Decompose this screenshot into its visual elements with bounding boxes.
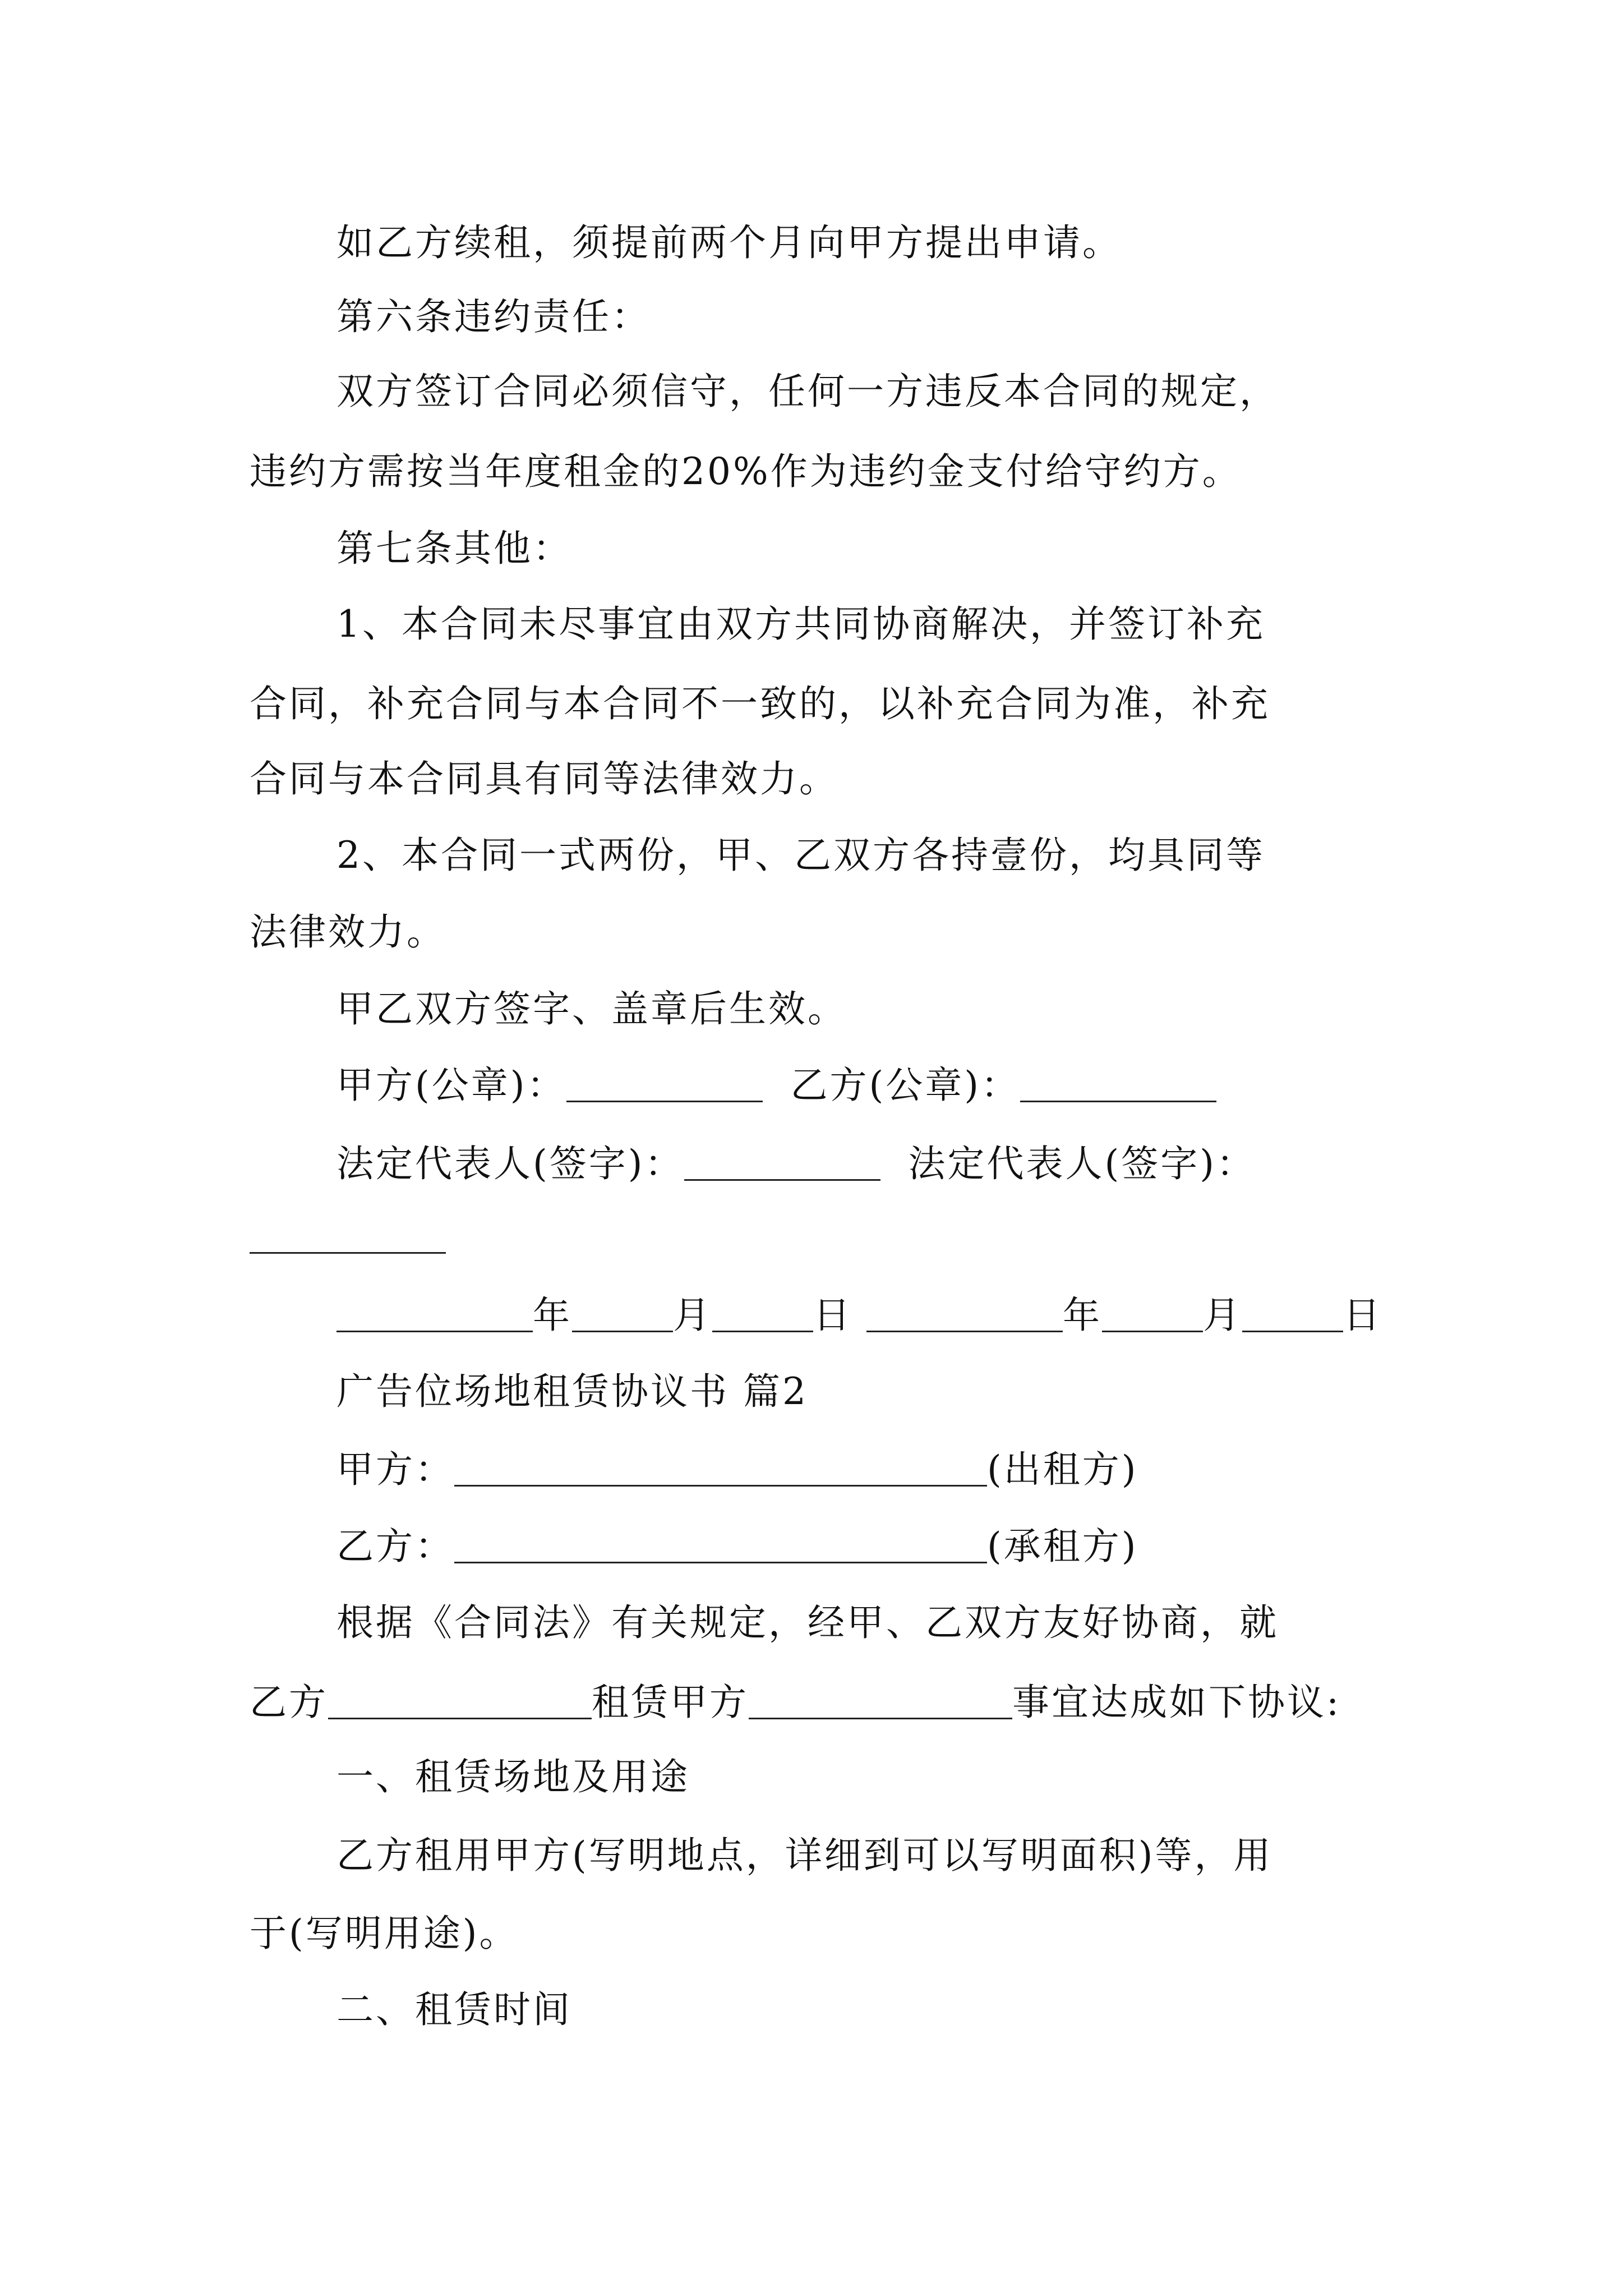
effective-clause: 甲乙双方签字、盖章后生效。 bbox=[336, 987, 847, 1030]
party-a-seal-blank bbox=[566, 1066, 763, 1102]
date-b-month-blank bbox=[1102, 1296, 1203, 1332]
date-line bbox=[336, 1294, 1481, 1337]
party-b-name-blank bbox=[454, 1527, 987, 1563]
date-a-day-blank bbox=[712, 1296, 813, 1332]
date-a-year-unit: 年 bbox=[533, 1294, 572, 1337]
intro-part-2: 租赁甲方 bbox=[592, 1681, 749, 1724]
date-a-year-blank bbox=[336, 1296, 533, 1332]
party-b-role: (承租方) bbox=[987, 1525, 1138, 1568]
date-b-day-blank bbox=[1242, 1296, 1343, 1332]
heading-lease-term: 二、租赁时间 bbox=[336, 1988, 572, 2031]
date-b-month-unit: 月 bbox=[1202, 1294, 1242, 1337]
date-a-month-blank bbox=[572, 1296, 673, 1332]
intro-line-1: 根据《合同法》有关规定，经甲、乙双方友好协商，就 bbox=[336, 1601, 1279, 1644]
paragraph-renewal: 如乙方续租，须提前两个月向甲方提出申请。 bbox=[336, 221, 1122, 264]
date-b-year-blank bbox=[866, 1296, 1063, 1332]
intro-blank-1 bbox=[328, 1683, 592, 1719]
date-b-year-unit: 年 bbox=[1062, 1294, 1102, 1337]
party-a-role: (出租方) bbox=[987, 1448, 1138, 1491]
intro-line-2 bbox=[250, 1681, 1394, 1724]
party-b-line bbox=[336, 1525, 1481, 1568]
heading-lease-site: 一、租赁场地及用途 bbox=[336, 1755, 690, 1798]
paragraph-breach-line-1: 双方签订合同必须信守，任何一方违反本合同的规定， bbox=[336, 370, 1279, 413]
party-b-label: 乙方： bbox=[336, 1525, 454, 1568]
heading-article-7: 第七条其他： bbox=[336, 527, 572, 570]
party-b-seal-label: 乙方(公章)： bbox=[790, 1064, 1020, 1107]
intro-blank-2 bbox=[749, 1683, 1012, 1719]
paragraph-breach-line-2: 违约方需按当年度租金的20%作为违约金支付给守约方。 bbox=[250, 450, 1242, 493]
clause-2-line-2: 法律效力。 bbox=[250, 910, 446, 954]
clause-1-line-2: 合同，补充合同与本合同不一致的，以补充合同为准，补充 bbox=[250, 682, 1270, 725]
party-b-seal-blank bbox=[1020, 1066, 1216, 1102]
party-a-line bbox=[336, 1448, 1481, 1491]
intro-part-3: 事宜达成如下协议: bbox=[1012, 1681, 1341, 1724]
rep-b-blank bbox=[250, 1252, 446, 1254]
representative-line bbox=[336, 1142, 1481, 1185]
clause-2-line-1: 2、本合同一式两份，甲、乙双方各持壹份，均具同等 bbox=[336, 834, 1265, 877]
clause-1-line-1: 1、本合同未尽事宜由双方共同协商解决，并签订补充 bbox=[336, 602, 1265, 646]
seal-line bbox=[336, 1064, 1481, 1107]
date-a-day-unit: 日 bbox=[813, 1294, 852, 1337]
party-a-seal-label: 甲方(公章)： bbox=[336, 1064, 566, 1107]
date-b-day-unit: 日 bbox=[1343, 1294, 1382, 1337]
intro-part-1: 乙方 bbox=[250, 1681, 328, 1724]
heading-article-6: 第六条违约责任： bbox=[336, 295, 651, 338]
rep-b-label: 法定代表人(签字)： bbox=[908, 1142, 1256, 1185]
rep-a-label: 法定代表人(签字)： bbox=[336, 1142, 684, 1185]
party-a-name-blank bbox=[454, 1450, 987, 1487]
section-2-title: 广告位场地租赁协议书 篇2 bbox=[336, 1370, 808, 1413]
date-a-month-unit: 月 bbox=[673, 1294, 712, 1337]
clause-1-line-3: 合同与本合同具有同等法律效力。 bbox=[250, 757, 838, 800]
rep-a-blank bbox=[684, 1144, 880, 1181]
lease-site-line-2: 于(写明用途)。 bbox=[250, 1912, 519, 1955]
party-a-label: 甲方： bbox=[336, 1448, 454, 1491]
lease-site-line-1: 乙方租用甲方(写明地点，详细到可以写明面积)等，用 bbox=[336, 1834, 1273, 1877]
